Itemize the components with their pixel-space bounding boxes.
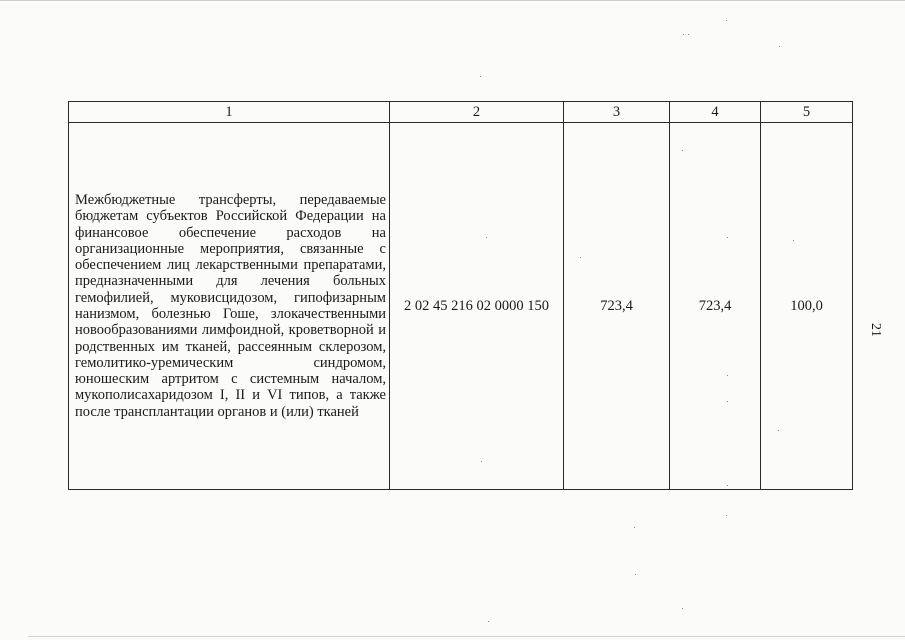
row-executed-amount: 723,4 <box>670 123 761 490</box>
page-number: 21 <box>868 323 883 337</box>
scan-speck <box>793 240 794 241</box>
scan-speck <box>488 621 489 622</box>
row-approved-amount: 723,4 <box>564 123 670 490</box>
scan-speck <box>726 20 727 21</box>
scan-speck <box>635 574 636 575</box>
table-header-row <box>69 102 853 123</box>
scan-speck <box>726 515 727 516</box>
scan-top-edge <box>0 0 905 1</box>
column-header-2: 2 <box>390 102 564 123</box>
scan-speck <box>634 527 635 528</box>
scan-speck <box>682 150 683 151</box>
scan-speck <box>778 430 779 431</box>
scan-speck <box>580 257 581 258</box>
budget-table <box>68 101 853 490</box>
column-header-3: 3 <box>564 102 670 123</box>
table-row <box>69 123 853 490</box>
scan-speck <box>779 46 780 47</box>
scan-bottom-edge <box>28 636 905 637</box>
scan-speck <box>727 401 728 402</box>
scan-speck <box>727 237 728 238</box>
scan-speck <box>727 485 728 486</box>
scan-speck <box>727 375 728 376</box>
scan-speck <box>682 608 683 609</box>
column-header-1: 1 <box>69 102 390 123</box>
scan-speck <box>486 237 487 238</box>
scan-speck <box>683 34 684 35</box>
column-header-5: 5 <box>761 102 853 123</box>
row-budget-code: 2 02 45 216 02 0000 150 <box>390 123 564 490</box>
scan-speck <box>480 76 481 77</box>
row-execution-percent: 100,0 <box>761 123 853 490</box>
scan-speck <box>688 34 689 35</box>
column-header-4: 4 <box>670 102 761 123</box>
scan-speck <box>481 461 482 462</box>
row-description: Межбюджетные трансферты, передаваемые бюджетам субъектов Российской Федерации на финансовое обеспечение расходов на организационные мероприятия, связанные с обеспечением лиц лекарственными препаратами, предназначенными для лечения больных гемофилией, муковисцидозом, гипофизарным нанизмом, болезнью Гоше, злокачественными новообразованиями лимфоидной, кроветворной и родственных им тканей, рассеянным склерозом, гемолитико-уремическим синдромом, юношеским артритом с системным началом, мукополисахаридозом I, II и VI типов, а также после трансплантации органов и (или) тканей <box>69 123 390 490</box>
